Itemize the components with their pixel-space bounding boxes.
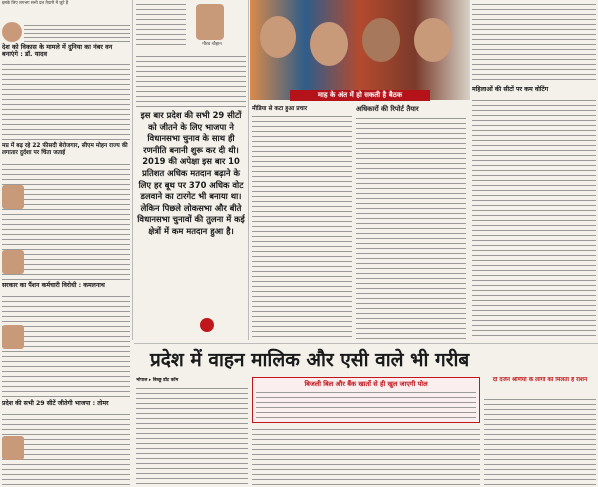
photo-banner: माह के अंत में हो सकती है बैठक — [290, 90, 430, 101]
left-photo-5 — [2, 436, 24, 460]
bottom-col-1-body — [136, 384, 248, 487]
photo-caption: गौरव चौहान — [202, 42, 222, 47]
bottom-col-1 — [136, 377, 248, 487]
left-headline-1: देश को विकास के मामले में दुनिया का नंबर वन बनाएंगे : डॉ. यादव — [2, 43, 113, 59]
author-photo — [2, 22, 22, 42]
sub-col-2 — [356, 104, 466, 340]
mid-body — [136, 52, 246, 108]
mid-top-text — [136, 0, 186, 48]
sub-col-3-top — [472, 0, 596, 80]
bottom-rule — [134, 343, 598, 344]
bottom-box — [252, 377, 480, 487]
left-body-1 — [2, 60, 130, 140]
sub-col-1-head: मीडिया से कटा हुआ प्रचार — [252, 106, 308, 112]
pull-quote: इस बार प्रदेश की सभी 29 सीटों को जीतने के लिए भाजपा ने विधानसभा चुनाव के साथ ही रणनीति बनानी शुरू कर दी थी। 2019 की अपेक्षा इस बार 10 प्रतिशत अधिक मतदान बढ़ाने के लिए हर बूथ पर 370 अधिक वोट डलवाने का टारगेट भी बनाया था। लेकिन पिछले लोकसभा और बीते विधानसभा चुनावों की तुलना में कई क्षेत्रों में कम मतदान हुआ है। — [137, 110, 245, 236]
sub-col-3-head: महिलाओं की सीटों पर कम वोटिंग — [472, 86, 549, 93]
bottom-col-3 — [484, 377, 596, 487]
bottom-col-3-body — [484, 395, 596, 487]
leader-face-4 — [414, 18, 452, 62]
sub-col-1 — [252, 104, 352, 340]
bottom-byline: भोपाल ▸ बिच्छू डॉट कॉम — [136, 378, 179, 383]
bottom-headline: प्रदेश में वाहन मालिक और एसी वाले भी गरीब — [150, 349, 470, 371]
sub-col-3 — [472, 0, 596, 340]
reporter-photo — [196, 4, 224, 40]
middle-column — [136, 0, 246, 340]
left-top-text: इसके लिए लगभग सभी दल तैयारी में जुटे हैं — [2, 0, 69, 5]
quote-mark-icon — [200, 318, 214, 332]
sub-col-3-body — [472, 96, 596, 340]
column-divider-1 — [132, 0, 133, 340]
leader-face-1 — [260, 16, 296, 58]
leader-face-3 — [362, 18, 400, 62]
left-headline-4: प्रदेश की सभी 29 सीटें जीतेगी भाजपा : तोमर — [2, 400, 109, 407]
leader-face-2 — [310, 22, 348, 66]
left-photo-3 — [2, 250, 24, 274]
box-headline: बिजली बिल और बैंक खातों से ही खुल जाएगी पोल — [304, 380, 428, 388]
side-headline: दो दर्जन श्रेणियों के लोगों को मिलता है राशन — [492, 377, 588, 383]
bottom-col-2-body — [252, 425, 480, 487]
left-column — [2, 0, 130, 487]
sub-col-1-body — [252, 112, 352, 340]
column-divider-2 — [248, 0, 249, 340]
left-filler — [24, 22, 130, 42]
left-photo-2 — [2, 185, 24, 209]
sub-col-2-body — [356, 114, 466, 340]
left-headline-3: सरकार का पैंशन कर्मचारी विरोधी : कमलनाथ — [2, 282, 105, 289]
sub-col-2-head: अधिकारों की रिपोर्ट तैयार — [356, 105, 419, 113]
leaders-photo — [250, 0, 470, 100]
left-photo-4 — [2, 325, 24, 349]
left-headline-2: मप्र में बढ़ रहे 22 फीसदी बेरोजगार, सीएम मोहन राज्य की लगातार दुर्दशा पर चिंता जताई — [2, 143, 128, 156]
box-body — [256, 388, 476, 418]
